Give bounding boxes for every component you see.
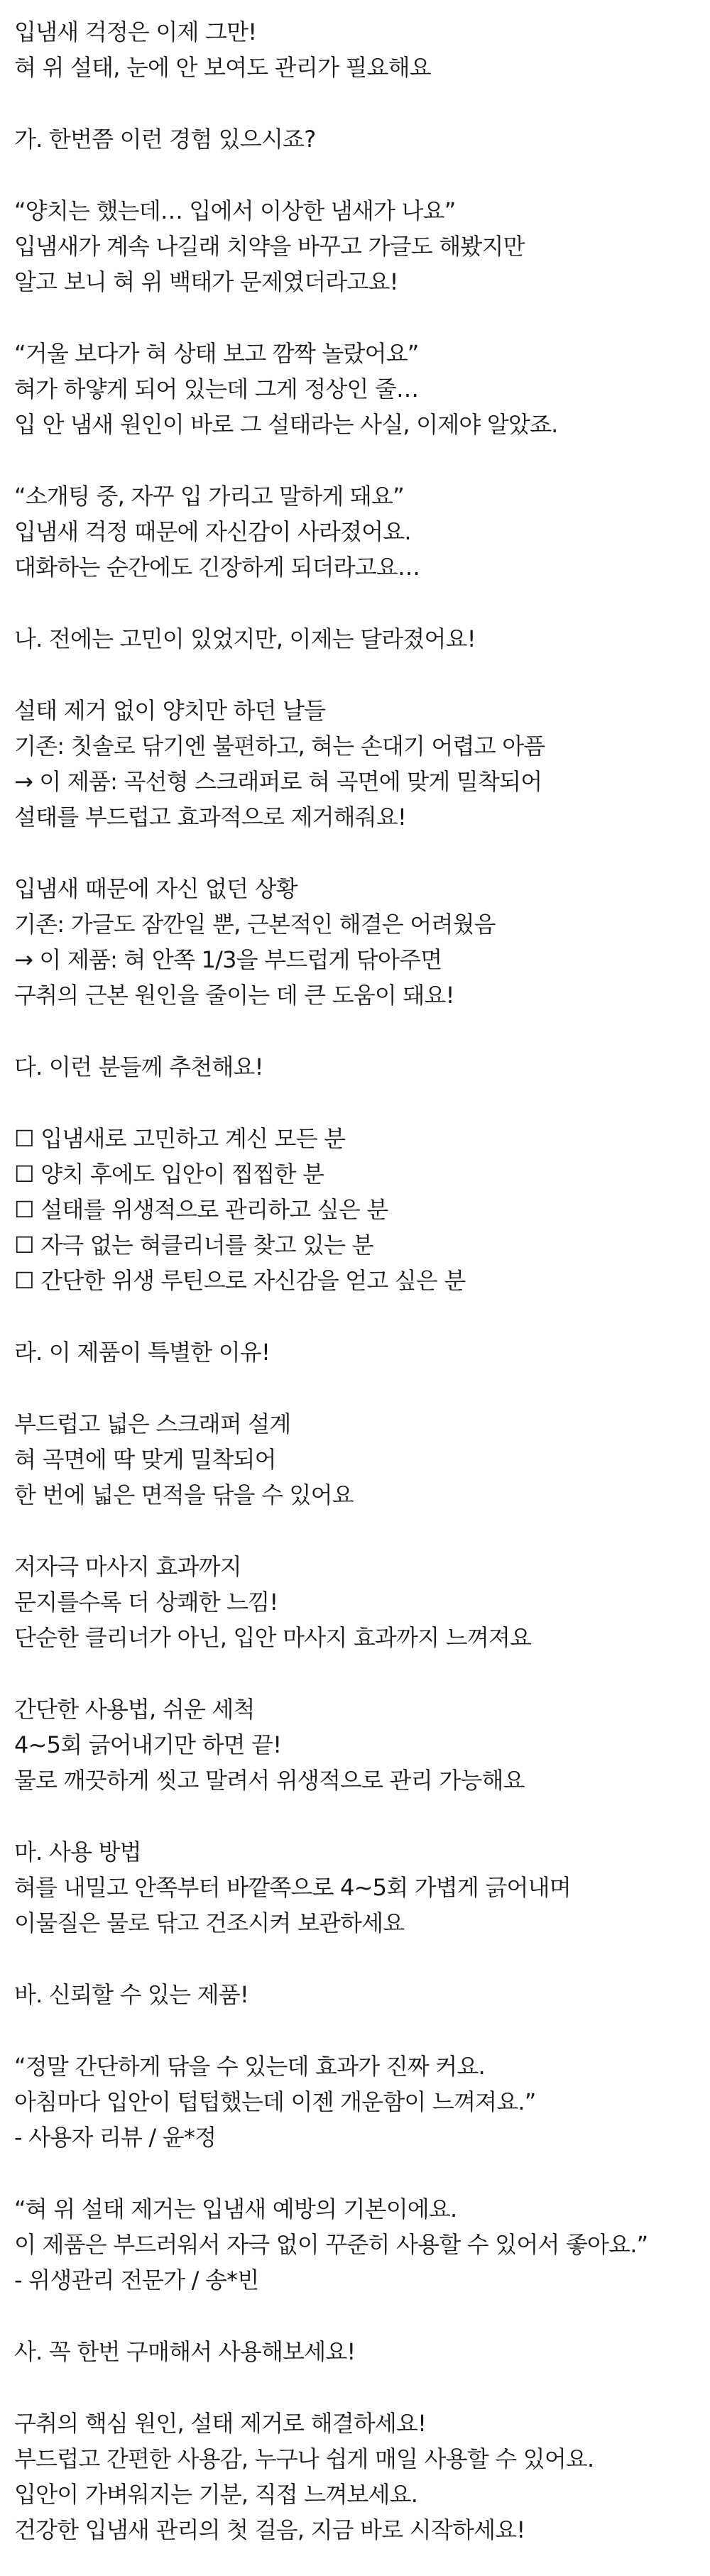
text-line: 입안이 가벼워지는 기분, 직접 느껴보세요. [14,2481,418,2508]
text-line: 다. 이런 분들께 추천해요! [14,1053,263,1080]
paragraph-gap [14,1370,696,1406]
text-line: → 이 제품: 혀 안쪽 1/3을 부드럽게 닦아주면 [14,946,442,973]
text-line: 혀가 하얗게 되어 있는데 그게 정상인 줄… [14,376,419,402]
paragraph-gap [14,2298,696,2334]
paragraph-gap [14,1085,696,1121]
text-section [14,693,696,835]
text-line: ☐ 입냄새로 고민하고 계신 모든 분 [14,1125,346,1152]
text-line: ☐ 자극 없는 혀클리너를 찾고 있는 분 [14,1232,373,1259]
paragraph-gap [14,2012,696,2049]
text-line: 입냄새 걱정은 이제 그만! [14,18,257,45]
text-line: ☐ 간단한 위생 루틴으로 자신감을 얻고 싶은 분 [14,1267,466,1294]
paragraph-gap [14,442,696,478]
product-description-document [14,14,696,2548]
text-line: - 위생관리 전문가 / 송*빈 [14,2267,259,2293]
text-line: 가. 한번쯤 이런 경험 있으시죠? [14,126,316,153]
text-section [14,621,696,657]
text-section [14,1549,696,1655]
text-line: 입냄새 걱정 때문에 자신감이 사라졌어요. [14,518,411,545]
text-line: 혀를 내밀고 안쪽부터 바깥쪽으로 4~5회 가볍게 긁어내며 [14,1874,571,1901]
text-section [14,1406,696,1513]
text-line: 기존: 가글도 잠깐일 뿐, 근본적인 해결은 어려웠음 [14,911,496,938]
text-line: 건강한 입냄새 관리의 첫 걸음, 지금 바로 시작하세요! [14,2516,525,2543]
text-line: “거울 보다가 혀 상태 보고 깜짝 놀랐어요” [14,340,419,367]
text-line: 구취의 근본 원인을 줄이는 데 큰 도움이 돼요! [14,982,454,1009]
text-section [14,1692,696,1798]
text-section [14,2191,696,2298]
text-line: 라. 이 제품이 특별한 이유! [14,1339,271,1366]
text-line: 한 번에 넓은 면적을 닦을 수 있어요 [14,1481,354,1508]
text-line: 알고 보니 혀 위 백태가 문제였더라고요! [14,268,398,295]
text-line: - 사용자 리뷰 / 윤*정 [14,2124,217,2151]
text-line: 대화하는 순간에도 긴장하게 되더라고요… [14,554,420,581]
text-line: 입 안 냄새 원인이 바로 그 설태라는 사실, 이제야 알았죠. [14,411,558,438]
text-line: 물로 깨끗하게 씻고 말려서 위생적으로 관리 가능해요 [14,1767,525,1794]
text-line: ☐ 설태를 위생적으로 관리하고 싶은 분 [14,1196,388,1223]
paragraph-gap [14,1298,696,1334]
paragraph-gap [14,157,696,193]
text-line: 문지를수록 더 상쾌한 느낌! [14,1589,278,1616]
text-line: 부드럽고 간편한 사용감, 누구나 쉽게 매일 사용할 수 있어요. [14,2445,594,2472]
text-line: → 이 제품: 곡선형 스크래퍼로 혀 곡면에 맞게 밀착되어 [14,768,542,795]
text-line: 기존: 칫솔로 닦기엔 불편하고, 혀는 손대기 어렵고 아픔 [14,733,545,760]
text-line: 나. 전에는 고민이 있었지만, 이제는 달라졌어요! [14,625,476,652]
text-line: 4~5회 긁어내기만 하면 끝! [14,1731,282,1758]
paragraph-gap [14,2155,696,2191]
paragraph-gap [14,835,696,871]
text-line: 구취의 핵심 원인, 설태 제거로 해결하세요! [14,2410,427,2437]
text-section [14,1121,696,1298]
text-line: 마. 사용 방법 [14,1838,141,1865]
text-section [14,871,696,1013]
text-line: 입냄새 때문에 자신 없던 상황 [14,875,297,902]
text-line: 저자극 마사지 효과까지 [14,1553,241,1580]
text-section [14,2334,696,2369]
text-line: 사. 꼭 한번 구매해서 사용해보세요! [14,2338,356,2365]
text-line: 단순한 클리너가 아닌, 입안 마사지 효과까지 느껴져요 [14,1624,532,1651]
text-line: 바. 신뢰할 수 있는 제품! [14,1981,248,2008]
text-section [14,1834,696,1941]
paragraph-gap [14,2369,696,2406]
text-section [14,1977,696,2012]
text-line: “소개팅 중, 자꾸 입 가리고 말하게 돼요” [14,483,404,510]
text-section [14,2406,696,2548]
text-section [14,478,696,585]
paragraph-gap [14,657,696,693]
text-line: 이물질은 물로 닦고 건조시켜 보관하세요 [14,1909,405,1936]
paragraph-gap [14,1513,696,1549]
text-section [14,2049,696,2155]
text-section [14,14,696,85]
text-line: 설태 제거 없이 양치만 하던 날들 [14,697,326,724]
text-line: “혀 위 설태 제거는 입냄새 예방의 기본이에요. [14,2196,457,2223]
text-line: ☐ 양치 후에도 입안이 찝찝한 분 [14,1161,324,1188]
text-line: 이 제품은 부드러워서 자극 없이 꾸준히 사용할 수 있어서 좋아요.” [14,2231,648,2258]
text-section [14,336,696,442]
text-line: 혀 곡면에 딱 맞게 밀착되어 [14,1446,276,1473]
paragraph-gap [14,85,696,121]
text-section [14,1334,696,1370]
text-section [14,1049,696,1085]
paragraph-gap [14,1798,696,1834]
text-line: 부드럽고 넓은 스크래퍼 설계 [14,1410,291,1437]
paragraph-gap [14,1013,696,1049]
paragraph-gap [14,585,696,621]
text-section [14,121,696,157]
text-line: 아침마다 입안이 텁텁했는데 이젠 개운함이 느껴져요.” [14,2088,536,2115]
paragraph-gap [14,1655,696,1692]
text-line: 간단한 사용법, 쉬운 세척 [14,1696,255,1723]
text-line: “정말 간단하게 닦을 수 있는데 효과가 진짜 커요. [14,2053,485,2080]
text-line: 입냄새가 계속 나길래 치약을 바꾸고 가글도 해봤지만 [14,233,525,260]
text-line: 혀 위 설태, 눈에 안 보여도 관리가 필요해요 [14,54,431,81]
text-line: 설태를 부드럽고 효과적으로 제거해줘요! [14,804,407,831]
text-line: “양치는 했는데… 입에서 이상한 냄새가 나요” [14,197,456,224]
paragraph-gap [14,300,696,336]
text-section [14,193,696,300]
paragraph-gap [14,1941,696,1977]
